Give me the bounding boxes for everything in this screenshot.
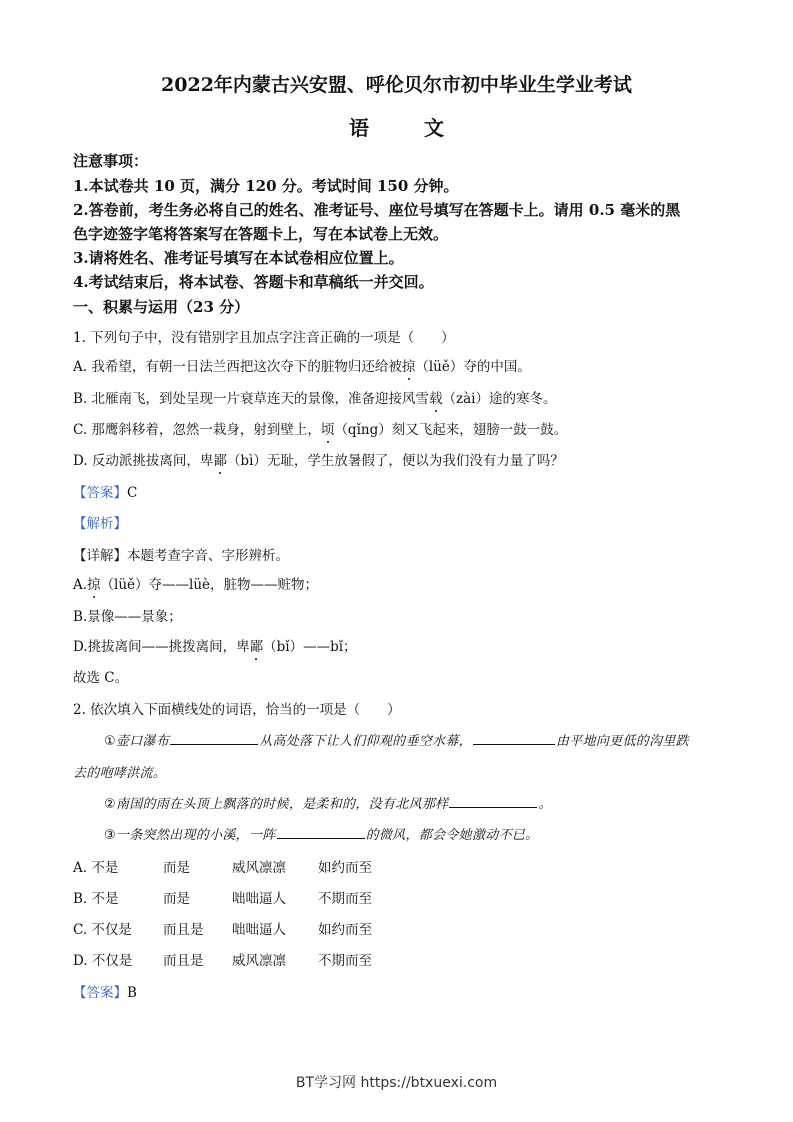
option-cell: 而是	[163, 891, 190, 907]
option-cell: C. 不仅是	[73, 922, 132, 938]
sentence-text: ③一条突然出现的小溪，一阵	[104, 828, 276, 843]
sentence-text: 的微风，都会令她激动不已。	[365, 828, 539, 843]
exam-title: 2022年内蒙古兴安盟、呼伦贝尔市初中毕业生学业考试	[161, 74, 632, 96]
dotted-char: 鄙	[249, 639, 264, 655]
option-cell: 而且是	[163, 922, 204, 938]
question-2-stem: 2. 依次填入下面横线处的词语，恰当的一项是（ ）	[73, 702, 401, 718]
answer-value: B	[127, 985, 137, 1001]
detail-text: A.	[73, 577, 88, 593]
note-item: 4.考试结束后，将本试卷、答题卡和草稿纸一并交回。	[73, 273, 434, 291]
detail-text: （bǐ）——bǐ；	[263, 639, 357, 655]
note-item: 2.答卷前，考生务必将自己的姓名、准考证号、座位号填写在答题卡上。请用 0.5 毫米的黑	[73, 201, 681, 219]
question-1-option-d	[73, 449, 564, 469]
sentence-text: 由平地向更低的沟里跌	[555, 734, 689, 749]
sentence-text: ①壶口瀑布	[104, 734, 170, 749]
option-text: （bì）无耻，学生放暑假了，便以为我们没有力量了吗？	[226, 453, 564, 469]
question-1-option-a	[73, 355, 531, 375]
option-text: C. 那鹰斜移着，忽然一栽身，射到壁上，	[73, 422, 321, 438]
dotted-char: 载	[429, 391, 443, 407]
question-1-analysis-label: 【解析】	[73, 516, 127, 532]
dotted-char: 顷	[320, 422, 335, 438]
option-text: D. 反动派挑拔离间，卑	[73, 453, 214, 469]
answer-label: 【答案】	[73, 985, 127, 1001]
fill-blank	[170, 732, 258, 745]
option-cell: 不期而至	[318, 891, 372, 907]
question-2-sentence-2	[104, 793, 552, 812]
notes-heading: 注意事项：	[73, 152, 149, 170]
option-cell: 不期而至	[318, 953, 372, 969]
option-cell: 而且是	[163, 953, 204, 969]
question-2-sentence-1-cont: 去的咆哮洪流。	[73, 766, 167, 781]
option-cell: B. 不是	[73, 891, 119, 907]
detail-text: （lüě）夺——lüè，脏物——赃物；	[100, 577, 319, 593]
option-cell: 咄咄逼人	[232, 891, 286, 907]
note-item: 3.请将姓名、准考证号填写在本试卷相应位置上。	[73, 249, 404, 267]
detail-text: D.挑拔离间——挑拨离间，卑	[73, 639, 250, 655]
question-2-sentence-1	[104, 730, 689, 749]
question-2-option-b	[73, 887, 372, 907]
detail-label: 【详解】	[73, 548, 127, 564]
question-1-answer	[73, 481, 137, 501]
option-text: （zài）途的寒冬。	[442, 391, 557, 407]
question-1-option-c	[73, 418, 567, 438]
option-text: B. 北雁南飞，到处呈现一片衰草连天的景像，准备迎接风雪	[73, 391, 430, 407]
question-1-stem: 1. 下列句子中，没有错别字且加点字注音正确的一项是（ ）	[73, 330, 455, 346]
question-2-sentence-3	[104, 824, 538, 843]
note-item: 1.本试卷共 10 页，满分 120 分。考试时间 150 分钟。	[73, 177, 459, 195]
sentence-text: ②南国的雨在头顶上飘落的时候，是柔和的，没有北风那样	[104, 797, 449, 812]
footer-watermark: BT学习网 https://btxuexi.com	[295, 1075, 498, 1091]
answer-value: C	[127, 485, 138, 501]
dotted-char: 鄙	[213, 453, 227, 469]
option-cell: 威风凛凛	[232, 953, 286, 969]
option-cell: 咄咄逼人	[232, 922, 286, 938]
detail-line-d	[73, 635, 357, 655]
detail-line-b	[73, 605, 182, 625]
question-2-option-a	[73, 856, 372, 876]
option-cell: 如约而至	[318, 922, 372, 938]
section-heading: 一、积累与运用（23 分）	[73, 298, 250, 316]
note-item: 色字迹签字笔将答案写在答题卡上，写在本试卷上无效。	[73, 225, 449, 243]
dotted-char: 掠	[401, 359, 416, 375]
question-2-option-d	[73, 949, 372, 969]
fill-blank	[277, 826, 365, 839]
option-cell: 而是	[163, 860, 190, 876]
option-cell: 如约而至	[318, 860, 372, 876]
detail-line-a	[73, 573, 318, 593]
sentence-text: 。	[538, 797, 552, 812]
question-1-option-b	[73, 387, 557, 407]
question-2-option-c	[73, 918, 372, 938]
option-cell: 威风凛凛	[232, 860, 286, 876]
subject-title: 语 文	[349, 116, 468, 140]
question-2-answer	[73, 981, 137, 1001]
fill-blank	[449, 795, 537, 808]
answer-label: 【答案】	[73, 485, 127, 501]
option-text: A. 我希望，有朝一日法兰西把这次夺下的脏物归还给被	[73, 359, 402, 375]
option-text: （qǐng）刻又飞起来，翅膀一鼓一鼓。	[334, 422, 568, 438]
question-1-conclusion: 故选 C。	[73, 670, 129, 686]
option-text: （lüě）夺的中国。	[415, 359, 531, 375]
detail-text: B.景像——景象；	[73, 609, 182, 625]
dotted-char: 掠	[87, 577, 101, 593]
sentence-text: 从高处落下让人们仰观的垂空水幕，	[259, 734, 472, 749]
fill-blank	[473, 732, 555, 745]
option-cell: A. 不是	[73, 860, 119, 876]
option-cell: D. 不仅是	[73, 953, 133, 969]
detail-text: 本题考查字音、字形辨析。	[127, 548, 289, 564]
question-1-detail	[73, 544, 289, 564]
